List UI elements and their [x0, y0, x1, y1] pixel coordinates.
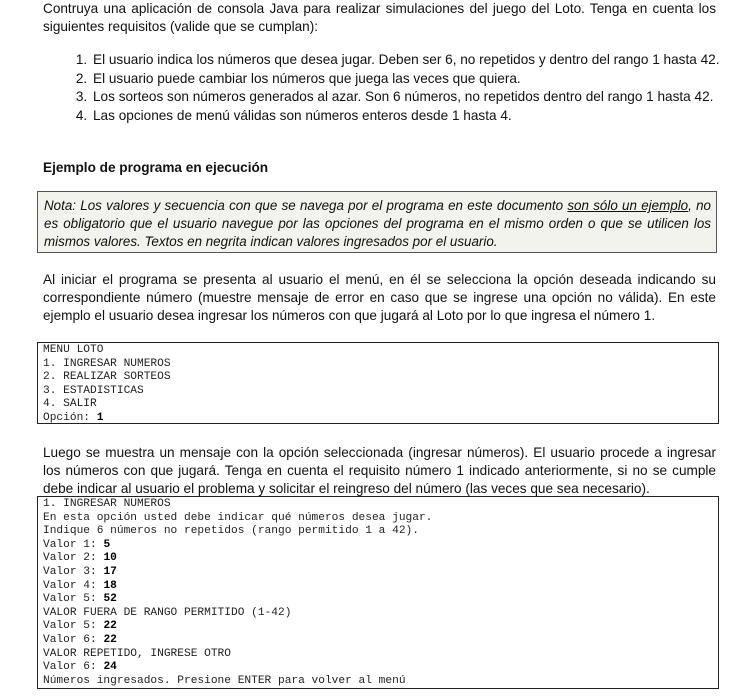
user-input: 17 — [103, 565, 117, 578]
console-line: 4. SALIR — [43, 398, 97, 411]
console-ingreso-box — [37, 496, 719, 689]
requirement-item: 2. El usuario puede cambiar los números que juega las veces que quiera. — [91, 70, 752, 89]
console-line: 1. INGRESAR NUMEROS — [43, 357, 171, 370]
console-line: Valor 1: 5 — [43, 538, 111, 551]
console-line: Valor 6: 22 — [43, 633, 117, 646]
console-line: Valor 4: 18 — [43, 579, 117, 592]
console-line: VALOR REPETIDO, INGRESE OTRO — [43, 647, 231, 660]
requirement-item: 1. El usuario indica los números que desea jugar. Deben ser 6, no repetidos y dentro del rango 1 hasta 42. — [91, 51, 752, 70]
note-underlined-text: son sólo un ejemplo — [567, 198, 689, 213]
console-line: MENU LOTO — [43, 344, 104, 356]
user-input: 24 — [103, 661, 117, 674]
user-input: 22 — [103, 633, 117, 646]
console-line: 3. ESTADISTICAS — [43, 384, 144, 397]
user-input: 18 — [103, 579, 117, 592]
requirement-item: 4. Las opciones de menú válidas son números enteros desde 1 hasta 4. — [91, 107, 752, 126]
console-line: 1. INGRESAR NUMEROS — [43, 498, 171, 510]
console-menu-box — [37, 342, 719, 424]
requirements-list — [43, 51, 752, 125]
console-line: VALOR FUERA DE RANGO PERMITIDO (1-42) — [43, 606, 292, 619]
intro-paragraph: Contruya una aplicación de consola Java para realizar simulaciones del juego del Loto. Tenga en cuenta los siguientes requisitos (valide que se cumplan): — [43, 1, 716, 34]
console-line: Indique 6 números no repetidos (rango permitido 1 a 42). — [43, 525, 419, 538]
console-line: Valor 3: 17 — [43, 565, 117, 578]
note-text-before: Nota: Los valores y secuencia con que se navega por el programa en este documento — [44, 198, 568, 213]
user-input: 5 — [103, 538, 111, 551]
console-line: Valor 2: 10 — [43, 552, 117, 565]
user-input: 10 — [103, 552, 117, 565]
console-line: En esta opción usted debe indicar qué números desea jugar. — [43, 511, 433, 524]
user-input: 1 — [96, 411, 104, 424]
console-line: Valor 5: 22 — [43, 620, 117, 633]
console-line: Números ingresados. Presione ENTER para volver al menú — [43, 674, 406, 687]
note-text-after: , no es obligatorio que el usuario navegue por las opciones del programa en el mismo orden o que se utilicen los mismos valores. Textos en negrita indican valores ingresados por el usuario. — [44, 198, 712, 249]
console-line: 2. REALIZAR SORTEOS — [43, 371, 171, 384]
console-line: Valor 6: 24 — [43, 661, 117, 674]
user-input: 52 — [103, 593, 117, 606]
console-line: Opción: 1 — [43, 411, 104, 424]
ingreso-paragraph: Luego se muestra un mensaje con la opción seleccionada (ingresar números). El usuario procede a ingresar los números con que jugará. Tenga en cuenta el requisito número 1 indicado anteriormente, si no se cumple debe indicar al usuario el problema y solicitar el reingreso del número (las veces que sea necesario). — [43, 445, 716, 496]
section-title: Ejemplo de programa en ejecución — [43, 160, 269, 175]
requirement-item: 3. Los sorteos son números generados al azar. Son 6 números, no repetidos dentro del rango 1 hasta 42. — [91, 88, 752, 107]
note-box — [37, 191, 717, 253]
console-line: Valor 5: 52 — [43, 593, 117, 606]
menu-paragraph: Al iniciar el programa se presenta al usuario el menú, en él se selecciona la opción deseada indicando su correspondiente número (muestre mensaje de error en caso que se ingrese una opción no válida). En este ejemplo el usuario desea ingresar los números con que jugará al Loto por lo que ingresa el número 1. — [43, 272, 716, 323]
user-input: 22 — [103, 620, 117, 633]
